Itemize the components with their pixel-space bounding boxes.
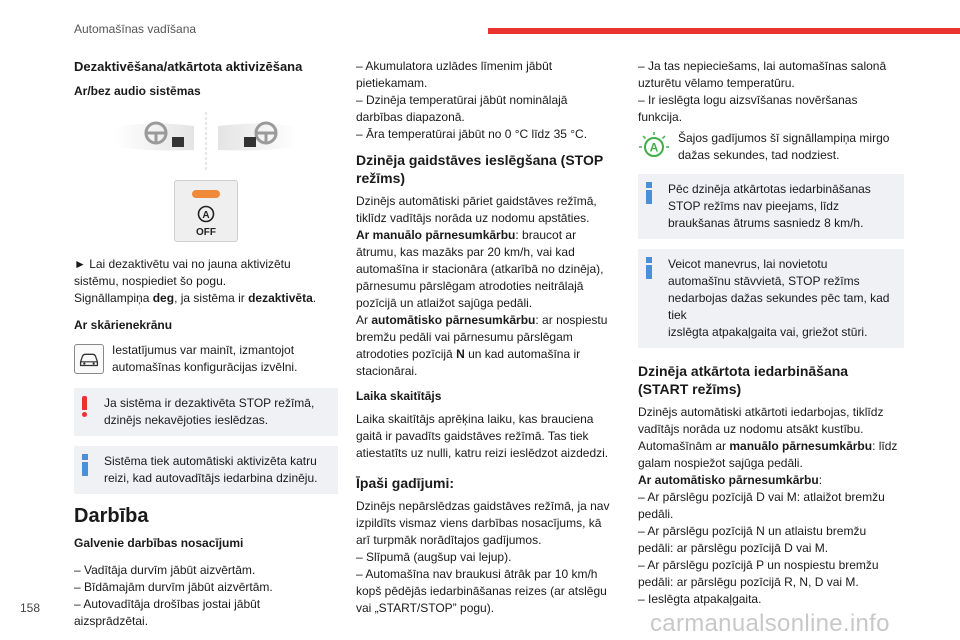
instruction-text: ► Lai dezaktivētu vai no jauna aktivizētu sistēmu, nospiediet šo pogu. Signāllampiņa deg, ja sistēma ir dezaktivēta. [74,257,317,305]
timer-heading: Laika skaitītājs [356,389,442,403]
stop-mode-heading: Dzinēja gaidstāves ieslēgšana (STOP režīms) [356,152,604,186]
special-cases-continued: – Ja tas nepieciešams, lai automašīnas salonā uzturētu vēlamo temperatūru. – Ir ieslēgta logu aizsvīšanas novēršanas funkcija. [638,59,887,124]
info-note-parking: Veicot manevrus, lai novietotu automašīnu stāvvietā, STOP režīms nedarbojas dažas sekundes pēc tam, kad tiek izslēgta atpakaļgaita vai, griežot stūri. [638,249,904,348]
main-conditions-heading: Galvenie darbības nosacījumi [74,536,244,550]
timer-text: Laika skaitītājs aprēķina laiku, kas brauciena gaitā ir pavadīts gaidstāves režīmā. Tas tiek atiestatīts uz nulli, katru reizi ieslēdzot aizdedzi. [356,412,609,460]
page-number: 158 [20,601,41,615]
stop-mode-text: Dzinējs automātiski pāriet gaidstāves režīmā, tiklīdz vadītājs norāda uz nodomu apstāties. Ar manuālo pārnesumkārbu: braucot ar ātrumu, kas mazāks par 20 km/h, vai kad automašīna ir stacionāra (atkarībā no dzinēja), pārnesumu pārslēgam atrodoties neitrālajā pozīcijā un atlaižot sajūga pedāli. Ar automātisko pārnesumkārbu: ar nospiestu bremžu pedāli vai pārnesumu pārslēgam atrodoties pozīcijā N un kad automašīna ir stacionārai. [356,194,608,378]
touchscreen-note: Iestatījumus var mainīt, izmantojot automašīnas konfigurācijas izvēlni. [74,342,338,378]
touchscreen-heading: Ar skārienekrānu [74,318,173,332]
conditions-continued: – Akumulatora uzlādes līmenim jābūt pietiekamam. – Dzinēja temperatūrai jābūt nominālajā darbības diapazonā. – Āra temperatūrai jābūt no 0 °C līdz 35 °C. [356,59,588,141]
svg-text:A: A [202,210,210,221]
svg-text:A: A [649,140,659,155]
special-cases-heading: Īpaši gadījumi: [356,475,455,491]
warning-note: Ja sistēma ir dezaktivēta STOP režīmā, dzinējs nekavējoties ieslēdzas. [74,388,338,436]
steering-wheel-icon [74,106,338,174]
main-conditions-list: – Vadītāja durvīm jābūt aizvērtām. – Bīdāmajām durvīm jābūt aizvērtām. – Autovadītāja drošības jostai jābūt aizsprādzētai. [74,563,273,628]
stop-start-off-button[interactable] [174,180,238,242]
watermark: carmanualsonline.info [650,610,890,637]
page-header-title: Automašīnas vadīšana [74,22,197,36]
warning-exclamation-icon [82,396,88,418]
info-icon [646,257,652,279]
blinking-lamp-note: A Šajos gadījumos šī signāllampiņa mirgo dažas sekundes, tad nodziest. [638,130,904,164]
stop-start-warning-lamp-icon [638,130,670,162]
header-accent-bar [488,28,960,34]
info-icon [646,182,652,204]
button-off-label: OFF [196,227,216,238]
column-3 [638,58,904,616]
car-settings-icon [74,344,104,374]
deactivation-heading: Dezaktivēšana/atkārtota aktivizēšana [74,59,303,74]
column-2 [356,58,622,625]
operation-heading: Darbība [74,505,149,527]
info-icon [82,454,88,476]
orange-indicator-led [192,190,220,198]
info-note-stop-unavailable: Pēc dzinēja atkārtotas iedarbināšanas STOP režīms nav pieejams, līdz braukšanas ātrums sasniedz 8 km/h. [638,174,904,239]
stop-start-a-icon [197,205,215,223]
special-cases-text: Dzinējs nepārslēdzas gaidstāves režīmā, ja nav izpildīts vismaz viens darbības nosacījums, kā arī turpmāk norādītajos gadījumos. – Slīpumā (augšup vai lejup). – Automašīna nav braukusi ātrāk par 10 km/h kopš pēdējās iedarbināšanas reizes (ar atslēgu vai „START/STOP” pogu). [356,499,610,615]
start-mode-text: Dzinējs automātiski atkārtoti iedarbojas, tiklīdz vadītājs norāda uz nodomu atsākt kustību. Automašīnām ar manuālo pārnesumkārbu: līdz galam nospiežot sajūga pedāli. Ar automātisko pārnesumkārbu: – Ar pārslēgu pozīcijā D vai M: atlaižot bremžu pedāli. – Ar pārslēgu pozīcijā N un atlaistu bremžu pedāli: ar pārslēgu pozīcijā D vai M. – Ar pārslēgu pozīcijā P un nospiestu bremžu pedāli: ar pārslēgu pozīcijā R, N, D vai M. – Ieslēgta atpakaļgaita. [638,405,898,606]
column-1 [74,58,338,638]
info-note-auto-activation: Sistēma tiek automātiski aktivizēta katru reizi, kad autovadītājs iedarbina dzinēju. [74,446,338,494]
start-mode-heading: Dzinēja atkārtota iedarbināšana (START režīms) [638,363,849,397]
audio-heading: Ar/bez audio sistēmas [74,84,201,98]
dashboard-illustration [74,106,338,174]
